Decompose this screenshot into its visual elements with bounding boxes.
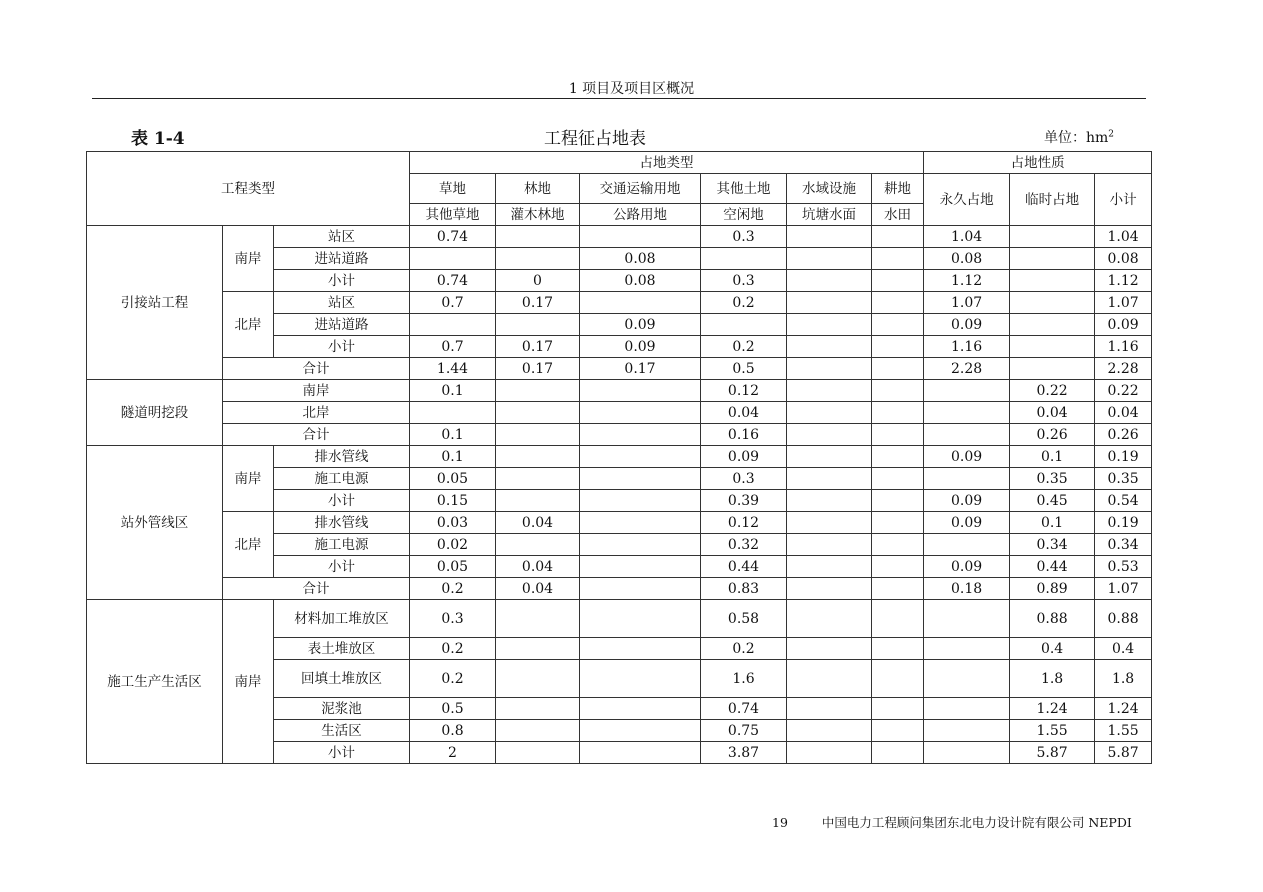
value-cell <box>787 336 872 358</box>
value-cell <box>787 600 872 638</box>
value-cell: 0.74 <box>410 226 496 248</box>
value-cell <box>924 638 1010 660</box>
value-cell <box>410 314 496 336</box>
table-row <box>87 402 1152 424</box>
value-cell: 1.55 <box>1095 720 1152 742</box>
value-cell <box>924 402 1010 424</box>
row-label: 材料加工堆放区 <box>274 600 410 638</box>
row-label: 合计 <box>223 358 410 380</box>
value-cell <box>496 402 580 424</box>
value-cell <box>787 358 872 380</box>
value-cell <box>787 534 872 556</box>
value-cell: 0.54 <box>1095 490 1152 512</box>
value-cell <box>872 490 924 512</box>
value-cell: 3.87 <box>701 742 787 764</box>
value-cell <box>872 380 924 402</box>
value-cell: 0.26 <box>1010 424 1095 446</box>
value-cell <box>872 660 924 698</box>
value-cell: 0.7 <box>410 336 496 358</box>
value-cell <box>496 380 580 402</box>
value-cell <box>1010 270 1095 292</box>
value-cell <box>580 424 701 446</box>
row-label: 施工电源 <box>274 534 410 556</box>
value-cell: 1.8 <box>1095 660 1152 698</box>
value-cell <box>580 578 701 600</box>
value-cell: 1.24 <box>1010 698 1095 720</box>
header-cat2: 空闲地 <box>701 204 787 226</box>
value-cell: 0.22 <box>1095 380 1152 402</box>
header-cat1: 水域设施 <box>787 174 872 204</box>
value-cell <box>787 556 872 578</box>
value-cell <box>496 534 580 556</box>
value-cell: 0.4 <box>1010 638 1095 660</box>
value-cell: 1.04 <box>924 226 1010 248</box>
header-cat1: 林地 <box>496 174 580 204</box>
row-label: 北岸 <box>223 402 410 424</box>
value-cell <box>787 468 872 490</box>
value-cell <box>872 270 924 292</box>
value-cell <box>496 720 580 742</box>
value-cell <box>580 534 701 556</box>
value-cell: 0.04 <box>1095 402 1152 424</box>
value-cell <box>872 424 924 446</box>
value-cell: 0.09 <box>924 314 1010 336</box>
row-label: 进站道路 <box>274 314 410 336</box>
value-cell: 0.1 <box>410 380 496 402</box>
value-cell: 0.09 <box>924 556 1010 578</box>
value-cell: 0.2 <box>410 660 496 698</box>
header-cat1: 草地 <box>410 174 496 204</box>
table-row <box>87 380 1152 402</box>
value-cell: 1.07 <box>1095 292 1152 314</box>
value-cell <box>787 720 872 742</box>
row-label: 小计 <box>274 336 410 358</box>
value-cell: 1.55 <box>1010 720 1095 742</box>
value-cell <box>787 314 872 336</box>
row-label: 回填土堆放区 <box>274 660 410 698</box>
value-cell: 5.87 <box>1095 742 1152 764</box>
value-cell <box>872 556 924 578</box>
value-cell: 0.12 <box>701 380 787 402</box>
value-cell: 0.08 <box>580 270 701 292</box>
table-row <box>87 512 1152 534</box>
value-cell <box>496 638 580 660</box>
value-cell <box>496 600 580 638</box>
value-cell <box>787 660 872 698</box>
header-cat1: 耕地 <box>872 174 924 204</box>
value-cell <box>872 638 924 660</box>
value-cell <box>787 380 872 402</box>
table-row <box>87 358 1152 380</box>
running-header: 1 项目及项目区概况 <box>568 81 695 97</box>
table-row <box>87 600 1152 638</box>
row-label: 表土堆放区 <box>274 638 410 660</box>
row-label: 泥浆池 <box>274 698 410 720</box>
value-cell <box>410 402 496 424</box>
side-label: 北岸 <box>223 512 274 578</box>
value-cell: 0.04 <box>496 512 580 534</box>
header-land-nature: 占地性质 <box>924 152 1152 174</box>
value-cell <box>787 226 872 248</box>
header-cat2: 其他草地 <box>410 204 496 226</box>
value-cell: 0.5 <box>701 358 787 380</box>
side-label: 南岸 <box>223 446 274 512</box>
row-label: 排水管线 <box>274 512 410 534</box>
value-cell <box>1010 248 1095 270</box>
value-cell: 0.05 <box>410 468 496 490</box>
header-nature: 小计 <box>1095 174 1152 226</box>
header-cat1: 其他土地 <box>701 174 787 204</box>
value-cell <box>580 468 701 490</box>
value-cell: 1.16 <box>1095 336 1152 358</box>
value-cell: 0.44 <box>1010 556 1095 578</box>
value-cell <box>410 248 496 270</box>
value-cell: 1.04 <box>1095 226 1152 248</box>
value-cell: 0.09 <box>924 512 1010 534</box>
row-label: 施工电源 <box>274 468 410 490</box>
row-label: 站区 <box>274 226 410 248</box>
value-cell <box>787 446 872 468</box>
value-cell <box>580 380 701 402</box>
header-nature: 永久占地 <box>924 174 1010 226</box>
value-cell: 0.04 <box>496 578 580 600</box>
value-cell <box>872 468 924 490</box>
footer-organization: 中国电力工程顾问集团东北电力设计院有限公司 NEPDI <box>821 815 1132 830</box>
value-cell: 1.44 <box>410 358 496 380</box>
value-cell: 0.09 <box>1095 314 1152 336</box>
value-cell <box>787 270 872 292</box>
value-cell: 1.12 <box>924 270 1010 292</box>
value-cell: 0.53 <box>1095 556 1152 578</box>
value-cell: 1.16 <box>924 336 1010 358</box>
value-cell: 0.02 <box>410 534 496 556</box>
side-label: 南岸 <box>223 226 274 292</box>
header-cat2: 水田 <box>872 204 924 226</box>
value-cell <box>872 578 924 600</box>
value-cell <box>1010 314 1095 336</box>
value-cell: 0.18 <box>924 578 1010 600</box>
value-cell: 0.8 <box>410 720 496 742</box>
value-cell <box>872 742 924 764</box>
value-cell <box>787 698 872 720</box>
value-cell <box>924 720 1010 742</box>
side-label: 南岸 <box>223 600 274 764</box>
value-cell: 0.1 <box>410 424 496 446</box>
value-cell <box>787 742 872 764</box>
value-cell: 0.09 <box>924 490 1010 512</box>
value-cell <box>872 446 924 468</box>
value-cell <box>580 490 701 512</box>
value-cell: 0.35 <box>1010 468 1095 490</box>
value-cell <box>580 226 701 248</box>
value-cell <box>924 424 1010 446</box>
value-cell <box>872 226 924 248</box>
value-cell <box>787 512 872 534</box>
value-cell <box>496 446 580 468</box>
value-cell <box>580 660 701 698</box>
value-cell <box>787 490 872 512</box>
value-cell: 0.34 <box>1010 534 1095 556</box>
value-cell: 0.15 <box>410 490 496 512</box>
value-cell: 0.1 <box>1010 446 1095 468</box>
table-row <box>87 292 1152 314</box>
value-cell <box>872 600 924 638</box>
value-cell <box>701 248 787 270</box>
value-cell <box>580 556 701 578</box>
value-cell: 0.17 <box>496 336 580 358</box>
value-cell <box>496 490 580 512</box>
value-cell: 0.39 <box>701 490 787 512</box>
value-cell <box>787 638 872 660</box>
value-cell: 0.17 <box>580 358 701 380</box>
land-use-table <box>86 151 1152 764</box>
value-cell: 0.2 <box>410 578 496 600</box>
value-cell <box>1010 336 1095 358</box>
value-cell: 1.8 <box>1010 660 1095 698</box>
value-cell: 0.17 <box>496 358 580 380</box>
value-cell: 0.1 <box>410 446 496 468</box>
table-number: 表 1-4 <box>131 129 185 149</box>
value-cell <box>580 600 701 638</box>
value-cell: 0.19 <box>1095 446 1152 468</box>
value-cell: 0.3 <box>410 600 496 638</box>
value-cell <box>580 446 701 468</box>
header-land-type: 占地类型 <box>410 152 924 174</box>
value-cell: 0.26 <box>1095 424 1152 446</box>
value-cell: 0.3 <box>701 226 787 248</box>
value-cell <box>924 742 1010 764</box>
row-label: 合计 <box>223 578 410 600</box>
value-cell: 0.74 <box>410 270 496 292</box>
value-cell: 0.88 <box>1010 600 1095 638</box>
value-cell: 0.58 <box>701 600 787 638</box>
value-cell: 0.09 <box>701 446 787 468</box>
value-cell: 0.2 <box>701 292 787 314</box>
row-label: 生活区 <box>274 720 410 742</box>
value-cell <box>580 742 701 764</box>
row-label: 进站道路 <box>274 248 410 270</box>
row-label: 小计 <box>274 270 410 292</box>
value-cell: 0.75 <box>701 720 787 742</box>
value-cell: 0.34 <box>1095 534 1152 556</box>
table-title: 工程征占地表 <box>544 129 646 149</box>
value-cell: 0 <box>496 270 580 292</box>
value-cell: 0.05 <box>410 556 496 578</box>
table-row <box>87 424 1152 446</box>
value-cell <box>1010 292 1095 314</box>
table-row <box>87 578 1152 600</box>
value-cell <box>924 600 1010 638</box>
value-cell <box>872 534 924 556</box>
value-cell: 0.32 <box>701 534 787 556</box>
value-cell <box>1010 226 1095 248</box>
row-label: 南岸 <box>223 380 410 402</box>
value-cell <box>787 248 872 270</box>
value-cell: 5.87 <box>1010 742 1095 764</box>
value-cell: 0.74 <box>701 698 787 720</box>
value-cell: 0.04 <box>701 402 787 424</box>
value-cell: 0.09 <box>924 446 1010 468</box>
value-cell <box>872 248 924 270</box>
value-cell <box>872 292 924 314</box>
value-cell: 0.4 <box>1095 638 1152 660</box>
value-cell: 0.2 <box>410 638 496 660</box>
value-cell: 0.04 <box>1010 402 1095 424</box>
table-row <box>87 446 1152 468</box>
value-cell <box>496 248 580 270</box>
value-cell <box>787 402 872 424</box>
value-cell <box>580 512 701 534</box>
value-cell: 0.89 <box>1010 578 1095 600</box>
value-cell: 0.1 <box>1010 512 1095 534</box>
value-cell <box>872 336 924 358</box>
row-label: 小计 <box>274 490 410 512</box>
value-cell: 0.3 <box>701 468 787 490</box>
row-label: 小计 <box>274 556 410 578</box>
page-footer <box>772 813 1132 831</box>
page-number: 19 <box>772 815 788 830</box>
value-cell: 0.5 <box>410 698 496 720</box>
value-cell: 1.07 <box>924 292 1010 314</box>
value-cell <box>924 468 1010 490</box>
value-cell: 0.83 <box>701 578 787 600</box>
value-cell: 1.12 <box>1095 270 1152 292</box>
value-cell: 2.28 <box>924 358 1010 380</box>
value-cell <box>580 638 701 660</box>
value-cell: 0.2 <box>701 638 787 660</box>
value-cell <box>872 402 924 424</box>
value-cell: 0.88 <box>1095 600 1152 638</box>
value-cell <box>1010 358 1095 380</box>
value-cell <box>496 424 580 446</box>
value-cell: 1.6 <box>701 660 787 698</box>
header-project-type: 工程类型 <box>87 152 410 226</box>
header-cat1: 交通运输用地 <box>580 174 701 204</box>
value-cell: 0.04 <box>496 556 580 578</box>
value-cell <box>787 578 872 600</box>
value-cell <box>496 468 580 490</box>
value-cell: 0.22 <box>1010 380 1095 402</box>
value-cell <box>580 720 701 742</box>
value-cell: 0.7 <box>410 292 496 314</box>
value-cell: 2.28 <box>1095 358 1152 380</box>
value-cell: 0.08 <box>580 248 701 270</box>
value-cell <box>787 292 872 314</box>
value-cell: 0.08 <box>924 248 1010 270</box>
value-cell <box>496 226 580 248</box>
value-cell: 0.12 <box>701 512 787 534</box>
value-cell <box>496 742 580 764</box>
value-cell <box>924 534 1010 556</box>
row-label: 排水管线 <box>274 446 410 468</box>
group-label: 站外管线区 <box>87 446 223 600</box>
group-label: 隧道明挖段 <box>87 380 223 446</box>
value-cell: 0.17 <box>496 292 580 314</box>
side-label: 北岸 <box>223 292 274 358</box>
value-cell: 0.08 <box>1095 248 1152 270</box>
header-cat2: 灌木林地 <box>496 204 580 226</box>
value-cell: 0.35 <box>1095 468 1152 490</box>
value-cell: 0.09 <box>580 314 701 336</box>
header-nature: 临时占地 <box>1010 174 1095 226</box>
value-cell <box>496 314 580 336</box>
row-label: 站区 <box>274 292 410 314</box>
value-cell: 2 <box>410 742 496 764</box>
value-cell <box>496 660 580 698</box>
group-label: 引接站工程 <box>87 226 223 380</box>
value-cell <box>496 698 580 720</box>
header-cat2: 坑塘水面 <box>787 204 872 226</box>
value-cell <box>580 698 701 720</box>
value-cell <box>872 314 924 336</box>
row-label: 小计 <box>274 742 410 764</box>
header-rule <box>92 98 1146 99</box>
value-cell: 0.44 <box>701 556 787 578</box>
value-cell: 0.09 <box>580 336 701 358</box>
value-cell <box>924 660 1010 698</box>
value-cell <box>787 424 872 446</box>
value-cell <box>872 358 924 380</box>
value-cell: 0.3 <box>701 270 787 292</box>
value-cell: 0.45 <box>1010 490 1095 512</box>
unit-label: 单位：$hm^2$ <box>1044 129 1115 146</box>
row-label: 合计 <box>223 424 410 446</box>
value-cell: 0.03 <box>410 512 496 534</box>
value-cell <box>872 698 924 720</box>
value-cell <box>580 402 701 424</box>
value-cell: 0.16 <box>701 424 787 446</box>
value-cell <box>872 512 924 534</box>
value-cell: 1.07 <box>1095 578 1152 600</box>
table-row <box>87 226 1152 248</box>
header-cat2: 公路用地 <box>580 204 701 226</box>
value-cell <box>580 292 701 314</box>
value-cell <box>872 720 924 742</box>
value-cell <box>701 314 787 336</box>
value-cell <box>924 698 1010 720</box>
value-cell: 0.2 <box>701 336 787 358</box>
value-cell <box>924 380 1010 402</box>
value-cell: 0.19 <box>1095 512 1152 534</box>
group-label: 施工生产生活区 <box>87 600 223 764</box>
value-cell: 1.24 <box>1095 698 1152 720</box>
